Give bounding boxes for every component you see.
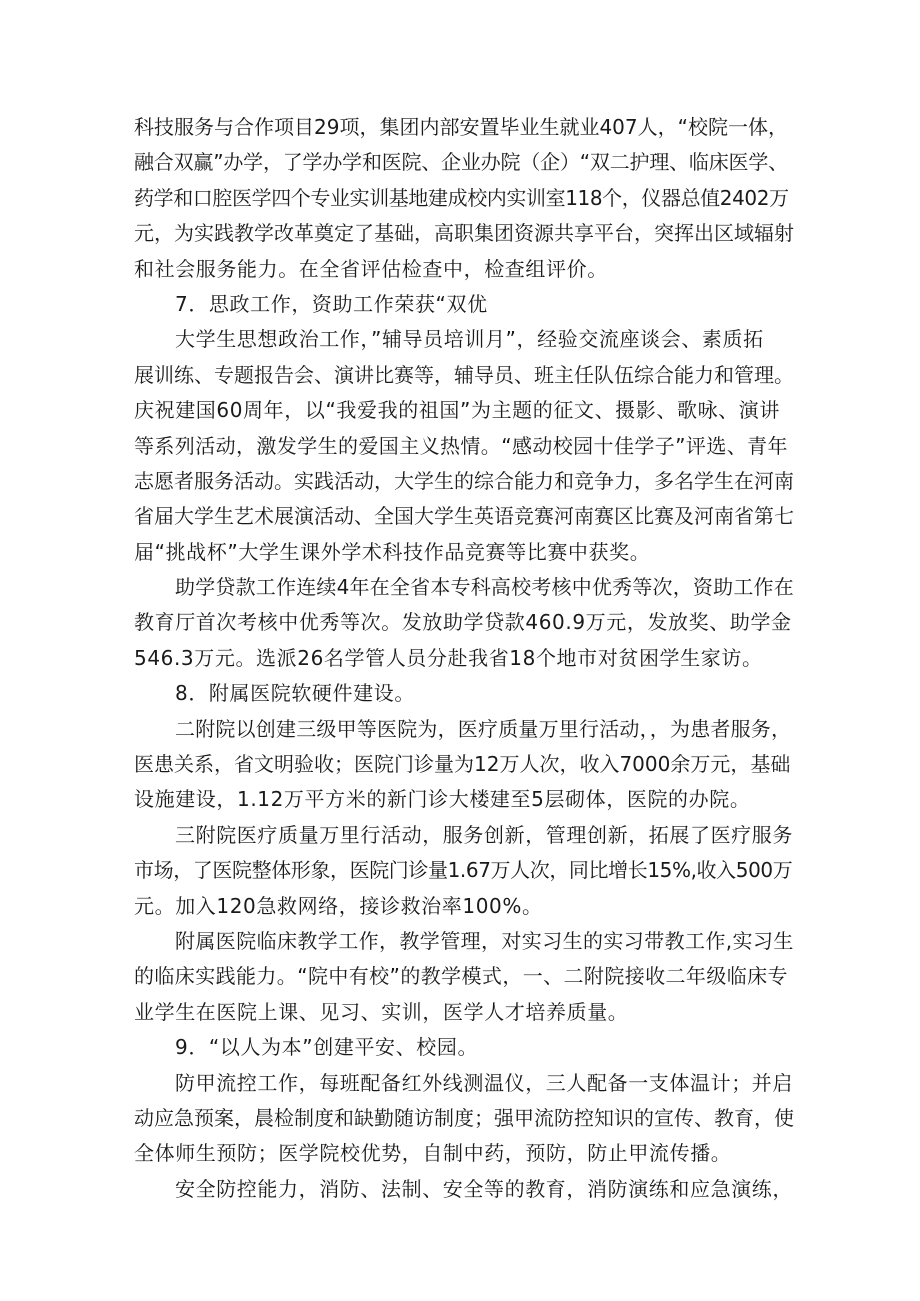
text-line: 的临床实践能力。“院中有校”的教学模式，一、二附院接收二年级临床专 <box>134 964 788 989</box>
text-line: 教育厅首次考核中优秀等次。发放助学贷款460.9万元，发放奖、助学金 <box>134 610 792 635</box>
text-line: 元，为实践教学改革奠定了基础，高职集团资源共享平台，突挥出区域辐射 <box>134 221 794 246</box>
section-heading-9: 9．“以人为本”创建平安、校园。 <box>175 1035 479 1060</box>
document-body <box>134 110 794 1207</box>
text-line: 附属医院临床教学工作，教学管理，对实习生的实习带教工作,实习生 <box>175 928 794 953</box>
section-heading-7: 7．思政工作，资助工作荣获“双优 <box>175 291 488 316</box>
text-line: 志愿者服务活动。实践活动，大学生的综合能力和竞争力，多名学生在河南 <box>134 468 794 493</box>
text-line: 届“挑战杯”大学生课外学术科技作品竞赛等比赛中获奖。 <box>134 539 651 564</box>
text-line: 设施建设，1.12万平方米的新门诊大楼建至5层砌体，医院的办院。 <box>134 787 751 812</box>
text-line: 业学生在医院上课、见习、实训，医学人才培养质量。 <box>134 999 629 1024</box>
text-line: 科技服务与合作项目29项，集团内部安置毕业生就业407人，“校院一体， <box>134 115 788 139</box>
text-line: 安全防控能力，消防、法制、安全等的教育，消防演练和应急演练， <box>175 1176 793 1201</box>
text-line: 二附院以创建三级甲等医院为，医疗质量万里行活动，，为患者服务， <box>175 716 792 741</box>
text-line: 融合双赢”办学，了学办学和医院、企业办院（企）“双二护理、临床医学、 <box>134 150 788 175</box>
section-heading-8: 8．附属医院软硬件建设。 <box>175 681 415 706</box>
text-line: 和社会服务能力。在全省评估检查中，检查组评价。 <box>134 256 608 281</box>
text-line: 庆祝建国60周年，以“我爱我的祖国”为主题的征文、摄影、歌咏、演讲 <box>134 398 780 423</box>
text-line: 546.3万元。选派26名学管人员分赴我省18个地市对贫困学生家访。 <box>134 645 763 670</box>
text-line: 助学贷款工作连续4年在全省本专科高校考核中优秀等次，资助工作在 <box>175 575 794 600</box>
text-line: 动应急预案，晨检制度和缺勤随访制度；强甲流防控知识的宣传、教育，使 <box>134 1105 794 1130</box>
text-line: 防甲流控工作，每班配备红外线测温仪，三人配备一支体温计；并启 <box>175 1070 793 1095</box>
text-line: 展训练、专题报告会、演讲比赛等，辅导员、班主任队伍综合能力和管理。 <box>134 362 794 387</box>
text-line: 医患关系，省文明验收；医院门诊量为12万人次，收入7000余万元，基础 <box>134 752 791 777</box>
text-line: 三附院医疗质量万里行活动，服务创新，管理创新，拓展了医疗服务 <box>175 822 793 847</box>
text-line: 元。加入120急救网络，接诊救治率100%。 <box>134 893 543 918</box>
text-line: 全体师生预防；医学院校优势，自制中药，预防，防止甲流传播。 <box>134 1141 732 1166</box>
text-line: 等系列活动，激发学生的爱国主义热情。“感动校园十佳学子”评选、青年 <box>134 433 788 458</box>
text-line: 大学生思想政治工作，”辅导员培训月”，经验交流座谈会、素质拓 <box>175 327 764 352</box>
text-line: 省届大学生艺术展演活动、全国大学生英语竞赛河南赛区比赛及河南省第七 <box>134 504 794 529</box>
text-line: 药学和口腔医学四个专业实训基地建成校内实训室118个，仪器总值2402万 <box>134 185 789 210</box>
text-line: 市场，了医院整体形象，医院门诊量1.67万人次，同比增长15%,收入500万 <box>134 858 793 883</box>
